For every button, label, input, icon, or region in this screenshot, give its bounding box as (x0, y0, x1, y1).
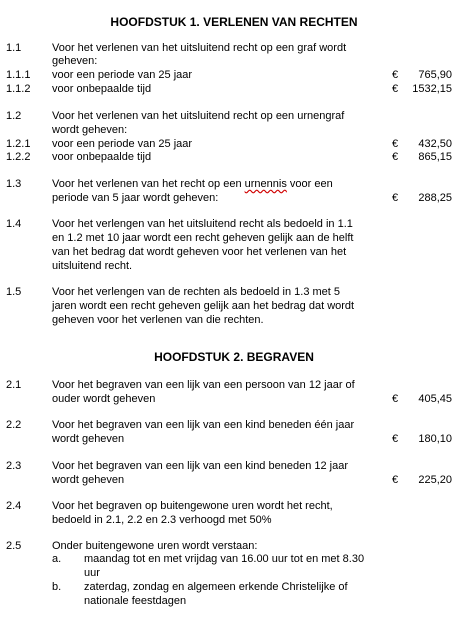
section-1-5-line3 (0, 313, 468, 327)
list-item-a (0, 552, 468, 566)
section-text: uitsluitend recht. (52, 260, 133, 272)
section-number: 1.1.2 (6, 83, 31, 95)
euro-sign: € (392, 151, 399, 163)
section-1-2-1 (0, 137, 468, 151)
text-part: Voor het verlenen van het recht op een (52, 178, 245, 190)
euro-sign: € (392, 474, 399, 486)
section-text: Voor het verlenen van het uitsluitend recht op een urnengraf (52, 110, 345, 122)
section-text: Onder buitengewone uren wordt verstaan: (52, 540, 258, 552)
euro-sign: € (392, 138, 399, 150)
section-2-4 (0, 499, 468, 513)
list-marker: b. (52, 581, 62, 593)
amount: 405,45 (418, 393, 452, 405)
section-1-5-line2 (0, 299, 468, 313)
section-1-5 (0, 285, 468, 299)
euro-sign: € (392, 393, 399, 405)
amount: 288,25 (418, 192, 452, 204)
list-item-b-line2 (0, 594, 468, 608)
section-number: 1.5 (6, 286, 22, 298)
section-text: van het bedrag dat wordt geheven voor het verlenen van het (52, 246, 347, 258)
section-text: voor onbepaalde tijd (52, 151, 152, 163)
section-2-5 (0, 539, 468, 553)
section-number: 1.2.1 (6, 138, 31, 150)
section-number: 2.2 (6, 419, 22, 431)
section-1-4-line3 (0, 245, 468, 259)
text-part: voor een (286, 178, 333, 190)
list-text: nationale feestdagen (84, 595, 187, 607)
amount: 1532,15 (412, 83, 452, 95)
section-text: voor een periode van 25 jaar (52, 138, 193, 150)
section-1-4-line2 (0, 231, 468, 245)
section-number: 2.5 (6, 540, 22, 552)
section-number: 1.2.2 (6, 151, 31, 163)
section-text: geheven voor het verlenen van die rechten. (52, 314, 264, 326)
section-1-4 (0, 217, 468, 231)
section-2-3-line2 (0, 473, 468, 487)
section-text (52, 177, 333, 191)
euro-sign: € (392, 433, 399, 445)
section-1-2-line2 (0, 123, 468, 137)
section-1-2-2 (0, 150, 468, 164)
section-1-2 (0, 109, 468, 123)
section-1-1-1 (0, 68, 468, 82)
chapter-1-title: HOOFDSTUK 1. VERLENEN VAN RECHTEN (110, 15, 358, 29)
section-1-1-2 (0, 82, 468, 96)
amount: 865,15 (418, 151, 452, 163)
section-text: wordt geheven (52, 474, 125, 486)
section-text: en 1.2 met 10 jaar wordt een recht geheven gelijk aan de helft (52, 232, 354, 244)
section-1-1 (0, 41, 468, 55)
euro-sign: € (392, 192, 399, 204)
section-text: Voor het begraven op buitengewone uren wordt het recht, (52, 500, 333, 512)
section-1-3-line2 (0, 191, 468, 205)
list-text: zaterdag, zondag en algemeen erkende Christelijke of (84, 581, 348, 593)
section-text: periode van 5 jaar wordt geheven: (52, 192, 219, 204)
section-text: wordt geheven (52, 433, 125, 445)
section-text: jaren wordt een recht geheven gelijk aan het bedrag dat wordt (52, 300, 355, 312)
spellcheck-word: urnennis (244, 178, 287, 190)
section-text: wordt geheven: (52, 124, 128, 136)
section-number: 1.3 (6, 178, 22, 190)
section-text: voor onbepaalde tijd (52, 83, 152, 95)
section-text: Voor het verlengen van de rechten als bedoeld in 1.3 met 5 (52, 286, 341, 298)
amount: 432,50 (418, 138, 452, 150)
section-number: 2.1 (6, 379, 22, 391)
section-number: 2.4 (6, 500, 22, 512)
section-2-4-line2 (0, 513, 468, 527)
section-number: 1.2 (6, 110, 22, 122)
section-number: 1.1 (6, 42, 22, 54)
section-text: Voor het verlenen van het uitsluitend recht op een graf wordt (52, 42, 347, 54)
section-text: Voor het begraven van een lijk van een kind beneden 12 jaar (52, 460, 348, 472)
list-item-b (0, 580, 468, 594)
section-2-3 (0, 459, 468, 473)
section-text: geheven: (52, 55, 98, 67)
section-2-1-line2 (0, 392, 468, 406)
section-1-1-line2 (0, 54, 468, 68)
section-2-1 (0, 378, 468, 392)
section-2-2 (0, 418, 468, 432)
section-number: 1.1.1 (6, 69, 31, 81)
amount: 225,20 (418, 474, 452, 486)
section-text: ouder wordt geheven (52, 393, 156, 405)
section-number: 2.3 (6, 460, 22, 472)
euro-sign: € (392, 83, 399, 95)
section-1-3 (0, 177, 468, 191)
list-item-a-line2 (0, 566, 468, 580)
list-text: maandag tot en met vrijdag van 16.00 uur tot en met 8.30 (84, 553, 365, 565)
euro-sign: € (392, 69, 399, 81)
section-number: 1.4 (6, 218, 22, 230)
section-1-4-line4 (0, 259, 468, 273)
section-text: voor een periode van 25 jaar (52, 69, 193, 81)
section-text: Voor het verlengen van het uitsluitend recht als bedoeld in 1.1 (52, 218, 353, 230)
list-marker: a. (52, 553, 62, 565)
section-text: Voor het begraven van een lijk van een persoon van 12 jaar of (52, 379, 355, 391)
amount: 180,10 (418, 433, 452, 445)
list-text: uur (84, 567, 100, 579)
section-text: bedoeld in 2.1, 2.2 en 2.3 verhoogd met 50% (52, 514, 272, 526)
chapter-2-title: HOOFDSTUK 2. BEGRAVEN (154, 350, 314, 364)
section-text: Voor het begraven van een lijk van een kind beneden één jaar (52, 419, 355, 431)
amount: 765,90 (418, 69, 452, 81)
section-2-2-line2 (0, 432, 468, 446)
